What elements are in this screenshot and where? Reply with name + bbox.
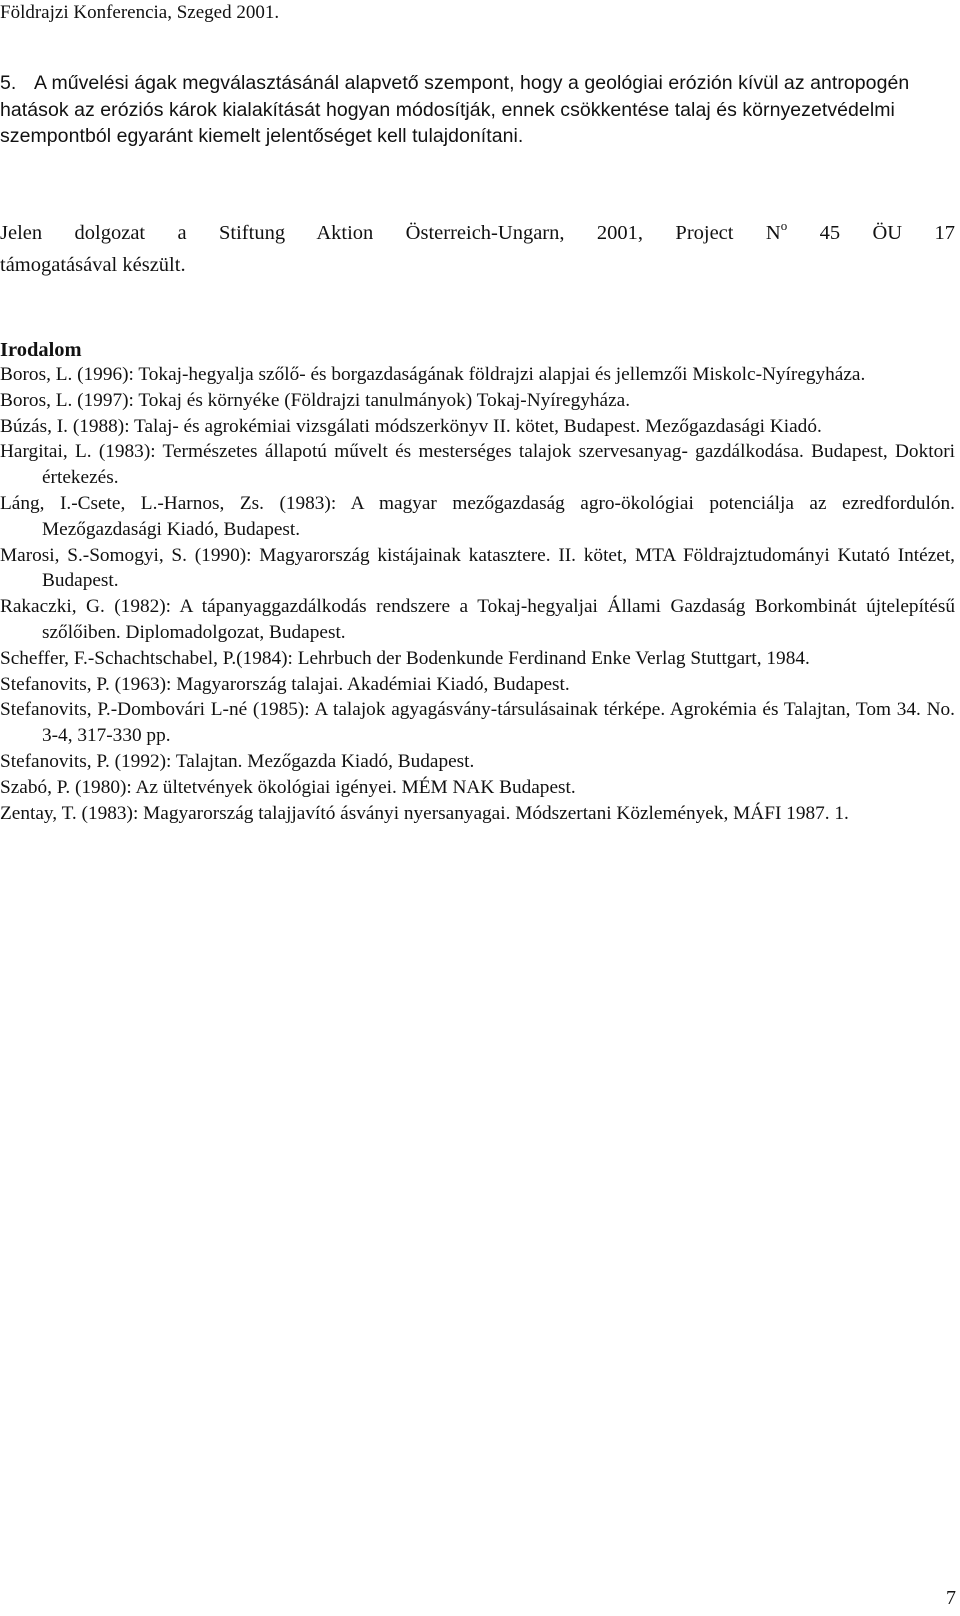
reference-item: Boros, L. (1997): Tokaj és környéke (Földrajzi tanulmányok) Tokaj-Nyíregyháza. <box>0 389 631 411</box>
reference-item: Szabó, P. (1980): Az ültetvények ökológiai igényei. MÉM NAK Budapest. <box>0 776 576 798</box>
superscript-o: o <box>780 218 788 233</box>
reference-item: Stefanovits, P. (1963): Magyarország talajai. Akadémiai Kiadó, Budapest. <box>0 673 570 695</box>
reference-item: Boros, L. (1996): Tokaj-hegyalja szőlő- és borgazdaságának földrajzi alapjai és jellemzői Miskolc-Nyíregyháza. <box>0 364 866 385</box>
reference-item: Marosi, S.-Somogyi, S. (1990): Magyarország kistájainak katasztere. II. kötet, MTA Földrajztudományi Kutató Intézet, Budapest. <box>0 544 955 592</box>
reference-item: Láng, I.-Csete, L.-Harnos, Zs. (1983): A magyar mezőgazdaság agro-ökológiai potenciálja az ezredfordulón. Mezőgazdasági Kiadó, Budapest. <box>0 492 955 540</box>
section-5-paragraph <box>0 70 955 150</box>
acknowledgement-line-2: támogatásával készült. <box>0 254 186 276</box>
references-list <box>0 362 955 826</box>
acknowledgement-text-b: 45 ÖU 17 <box>787 222 955 244</box>
page-number: 7 <box>946 1587 956 1609</box>
acknowledgement-text-a: Jelen dolgozat a Stiftung Aktion Österreich-Ungarn, 2001, Project N <box>0 222 781 244</box>
reference-item: Rakaczki, G. (1982): A tápanyaggazdálkodás rendszere a Tokaj-hegyaljai Állami Gazdaság Borkombinát újtelepítésű szőlőiben. Diplomadolgozat, Budapest. <box>0 596 955 643</box>
acknowledgement-paragraph <box>0 217 955 281</box>
reference-item: Stefanovits, P. (1992): Talajtan. Mezőgazda Kiadó, Budapest. <box>0 750 475 772</box>
references-heading: Irodalom <box>0 339 82 361</box>
section-text: A művelési ágak megválasztásánál alapvető szempont, hogy a geológiai erózión kívül az antropogén hatások az eróziós károk kialakítását hogyan módosítják, ennek csökkentése talaj és környezetvédelmi szempontból egyaránt kiemelt jelentőséget kell tulajdonítani. <box>0 72 910 148</box>
acknowledgement-line-1 <box>0 217 955 249</box>
reference-item: Hargitai, L. (1983): Természetes állapotú művelt és mesterséges talajok szervesanyag- gazdálkodása. Budapest, Doktori értekezés. <box>0 441 955 489</box>
reference-item: Scheffer, F.-Schachtschabel, P.(1984): Lehrbuch der Bodenkunde Ferdinand Enke Verlag Stuttgart, 1984. <box>0 647 810 669</box>
running-header: Földrajzi Konferencia, Szeged 2001. <box>0 2 280 23</box>
reference-item: Stefanovits, P.-Dombovári L-né (1985): A talajok agyagásvány-társulásainak térképe. Agrokémia és Talajtan, Tom 34. No. 3-4, 317-330 pp. <box>0 699 955 747</box>
reference-item: Zentay, T. (1983): Magyarország talajjavító ásványi nyersanyagai. Módszertani Közlemények, MÁFI 1987. 1. <box>0 802 849 824</box>
reference-item: Búzás, I. (1988): Talaj- és agrokémiai vizsgálati módszerkönyv II. kötet, Budapest. Mezőgazdasági Kiadó. <box>0 415 822 437</box>
section-number: 5. <box>0 72 17 94</box>
